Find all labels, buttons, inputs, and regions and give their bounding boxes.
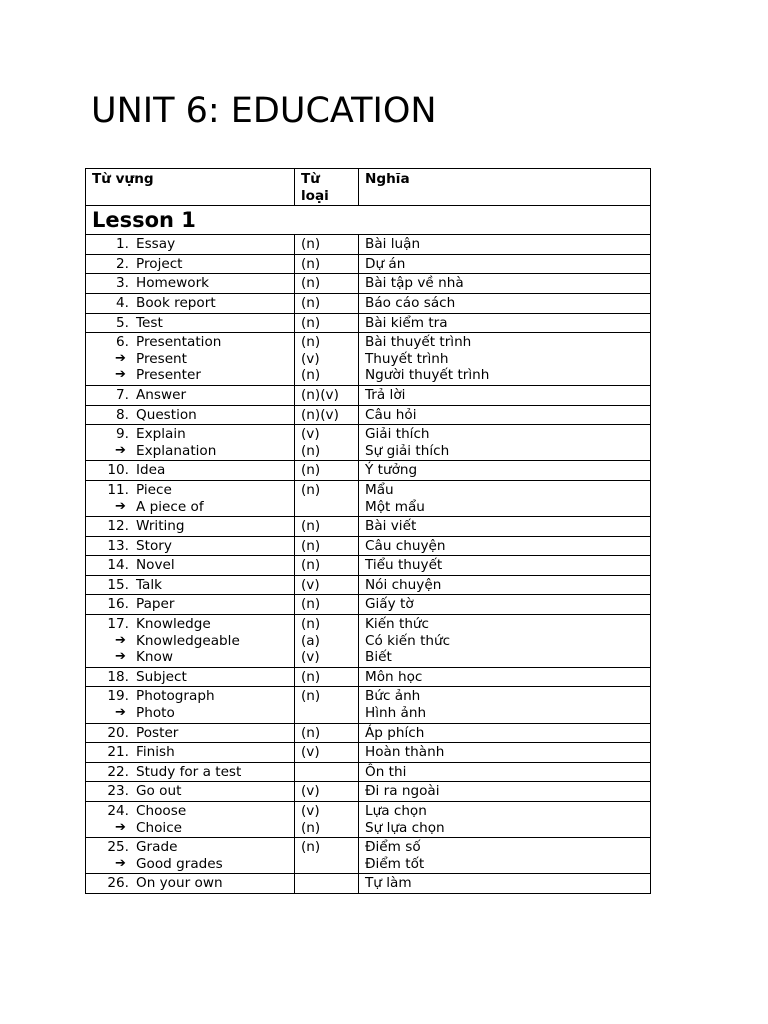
- table-row: [86, 802, 651, 838]
- meaning-text: Điểm tốt: [365, 855, 425, 872]
- arrow-icon: ➔: [115, 855, 126, 871]
- word-type-cell: [295, 254, 359, 274]
- meaning-text: Bức ảnh: [365, 688, 421, 705]
- word-type: (n): [301, 616, 321, 633]
- item-number: 9.: [116, 426, 129, 443]
- word-type: (v): [301, 803, 320, 819]
- vocab-word: Writing: [136, 518, 185, 535]
- word-line: [92, 856, 288, 873]
- meaning-text: Tự làm: [365, 875, 412, 892]
- arrow-icon: ➔: [115, 649, 126, 665]
- vocab-word: Project: [136, 255, 183, 272]
- meaning-cell: [359, 595, 651, 615]
- table-row: [86, 575, 651, 595]
- word-type-cell: [295, 556, 359, 576]
- vocab-word: Test: [136, 314, 163, 331]
- meaning-text: Dự án: [365, 255, 406, 272]
- meaning-cell: [359, 461, 651, 481]
- vocab-word: Go out: [136, 783, 182, 800]
- meaning-text: Kiến thức: [365, 616, 430, 633]
- word-line: [92, 367, 288, 384]
- word-cell: [86, 874, 295, 894]
- vocab-word: Talk: [136, 576, 163, 593]
- table-row: [86, 235, 651, 255]
- word-cell: [86, 235, 295, 255]
- word-line: [92, 875, 288, 892]
- word-type-cell: [295, 667, 359, 687]
- word-line: [92, 426, 288, 443]
- vocab-word: Story: [136, 537, 172, 554]
- word-line: [92, 315, 288, 332]
- meaning-text: Tiểu thuyết: [365, 557, 443, 574]
- table-row: [86, 536, 651, 556]
- word-line: [92, 764, 288, 781]
- item-number: 10.: [107, 462, 129, 479]
- item-number: 2.: [116, 255, 129, 272]
- word-cell: [86, 743, 295, 763]
- word-type-cell: [295, 762, 359, 782]
- meaning-text: Bài luận: [365, 236, 421, 253]
- word-line: [92, 820, 288, 837]
- meaning-text: Câu hỏi: [365, 406, 417, 423]
- word-type-cell: [295, 802, 359, 838]
- table-row: [86, 687, 651, 723]
- vocab-word: Idea: [136, 462, 166, 479]
- table-row: [86, 274, 651, 294]
- meaning-cell: [359, 874, 651, 894]
- word-cell: [86, 667, 295, 687]
- word-cell: [86, 838, 295, 874]
- word-type-cell: [295, 480, 359, 516]
- item-number: 17.: [107, 616, 129, 633]
- item-number: 8.: [116, 406, 129, 423]
- word-cell: [86, 762, 295, 782]
- arrow-icon: ➔: [115, 350, 126, 366]
- word-type: (n): [301, 255, 321, 272]
- vocab-word: Poster: [136, 724, 179, 741]
- word-cell: [86, 687, 295, 723]
- word-line: [92, 407, 288, 424]
- word-cell: [86, 575, 295, 595]
- word-cell: [86, 556, 295, 576]
- item-number: 3.: [116, 275, 129, 292]
- item-number: 4.: [116, 294, 129, 311]
- meaning-cell: [359, 425, 651, 461]
- vocab-word: Explanation: [136, 442, 217, 459]
- meaning-cell: [359, 235, 651, 255]
- word-type: (n): [301, 314, 321, 331]
- meaning-text: Ý tưởng: [365, 462, 418, 479]
- word-type-cell: [295, 405, 359, 425]
- arrow-icon: ➔: [115, 632, 126, 648]
- word-type: (n): [301, 334, 321, 351]
- vocab-word: Essay: [136, 236, 176, 253]
- vocab-word: Choose: [136, 803, 187, 819]
- table-row: [86, 313, 651, 333]
- word-line: [92, 803, 288, 820]
- word-type-cell: [295, 723, 359, 743]
- meaning-cell: [359, 480, 651, 516]
- item-number: 15.: [107, 576, 129, 593]
- meaning-text: Giải thích: [365, 426, 430, 443]
- word-type: (n): [301, 596, 321, 613]
- vocab-word: Photo: [136, 705, 175, 722]
- meaning-text: Hoàn thành: [365, 744, 445, 761]
- word-type-cell: [295, 687, 359, 723]
- word-cell: [86, 480, 295, 516]
- word-type-cell: [295, 274, 359, 294]
- word-type-cell: [295, 461, 359, 481]
- vocab-word: Present: [136, 350, 188, 367]
- table-row: [86, 743, 651, 763]
- meaning-cell: [359, 743, 651, 763]
- vocab-word: Knowledgeable: [136, 632, 240, 649]
- item-number: 7.: [116, 386, 129, 403]
- word-line: [92, 649, 288, 666]
- word-type: (n): [301, 367, 321, 384]
- table-row: [86, 667, 651, 687]
- header-word: Từ vựng: [86, 169, 295, 206]
- word-line: [92, 596, 288, 613]
- word-type: (n): [301, 462, 321, 479]
- word-type: (v): [301, 426, 320, 443]
- item-number: 16.: [107, 596, 129, 613]
- word-type: (v): [301, 576, 320, 593]
- meaning-text: Đi ra ngoài: [365, 783, 440, 800]
- word-line: [92, 236, 288, 253]
- word-type-cell: [295, 575, 359, 595]
- word-type: (n): [301, 819, 321, 836]
- word-type: (v): [301, 649, 320, 666]
- meaning-cell: [359, 762, 651, 782]
- table-row: [86, 405, 651, 425]
- item-number: 24.: [107, 803, 129, 819]
- word-cell: [86, 595, 295, 615]
- table-row: [86, 556, 651, 576]
- vocab-word: Choice: [136, 819, 183, 836]
- meaning-text: Bài tập về nhà: [365, 275, 464, 292]
- meaning-text: Câu chuyện: [365, 537, 446, 554]
- word-line: [92, 633, 288, 650]
- word-cell: [86, 274, 295, 294]
- word-line: [92, 334, 288, 351]
- meaning-cell: [359, 723, 651, 743]
- vocab-word: Grade: [136, 839, 178, 856]
- word-cell: [86, 782, 295, 802]
- arrow-icon: ➔: [115, 442, 126, 458]
- item-number: 26.: [107, 875, 129, 892]
- vocab-word: Photograph: [136, 688, 215, 705]
- unit-title: UNIT 6: EDUCATION: [91, 91, 437, 131]
- meaning-cell: [359, 556, 651, 576]
- word-type: (n): [301, 481, 321, 498]
- word-cell: [86, 802, 295, 838]
- word-cell: [86, 333, 295, 386]
- vocab-word: Paper: [136, 596, 175, 613]
- word-type-cell: [295, 536, 359, 556]
- lesson-title: Lesson 1: [86, 206, 651, 235]
- meaning-cell: [359, 517, 651, 537]
- meaning-text: Hình ảnh: [365, 705, 427, 722]
- word-line: [92, 387, 288, 404]
- meaning-cell: [359, 385, 651, 405]
- meaning-text: Bài kiểm tra: [365, 314, 448, 331]
- meaning-cell: [359, 802, 651, 838]
- word-line: [92, 256, 288, 273]
- word-type-cell: [295, 595, 359, 615]
- word-type: (v): [301, 744, 320, 761]
- meaning-text: Có kiến thức: [365, 632, 451, 649]
- table-row: [86, 425, 651, 461]
- word-type: (n): [301, 668, 321, 685]
- word-cell: [86, 254, 295, 274]
- word-type-cell: [295, 615, 359, 668]
- table-row: [86, 293, 651, 313]
- word-type-cell: [295, 293, 359, 313]
- word-type: (n): [301, 557, 321, 574]
- word-type-cell: [295, 385, 359, 405]
- word-line: [92, 518, 288, 535]
- meaning-text: Bài viết: [365, 518, 417, 535]
- meaning-text: Sự lựa chọn: [365, 819, 445, 836]
- meaning-cell: [359, 615, 651, 668]
- word-type: (n): [301, 688, 321, 705]
- word-type: (n)(v): [301, 406, 339, 423]
- arrow-icon: ➔: [115, 367, 126, 383]
- word-type: (n): [301, 537, 321, 554]
- meaning-text: Người thuyết trình: [365, 367, 490, 384]
- vocab-word: Study for a test: [136, 763, 242, 780]
- header-meaning: Nghĩa: [359, 169, 651, 206]
- word-line: [92, 499, 288, 516]
- word-line: [92, 783, 288, 800]
- vocabulary-table: [85, 168, 651, 894]
- word-type: (n): [301, 518, 321, 535]
- vocab-word: Answer: [136, 386, 187, 403]
- vocab-word: Presenter: [136, 367, 201, 384]
- meaning-text: Lựa chọn: [365, 803, 427, 819]
- item-number: 12.: [107, 518, 129, 535]
- word-cell: [86, 461, 295, 481]
- word-cell: [86, 517, 295, 537]
- word-line: [92, 616, 288, 633]
- meaning-text: Môn học: [365, 668, 423, 685]
- vocab-word: Question: [136, 406, 197, 423]
- meaning-cell: [359, 313, 651, 333]
- meaning-cell: [359, 254, 651, 274]
- table-row: [86, 595, 651, 615]
- word-type: (n): [301, 724, 321, 741]
- table-row: [86, 838, 651, 874]
- word-line: [92, 443, 288, 460]
- table-row: [86, 480, 651, 516]
- header-row: [86, 169, 651, 206]
- word-line: [92, 557, 288, 574]
- word-type-cell: [295, 313, 359, 333]
- word-type: (v): [301, 350, 320, 367]
- item-number: 20.: [107, 724, 129, 741]
- vocab-word: Know: [136, 649, 173, 666]
- item-number: 23.: [107, 783, 129, 800]
- word-cell: [86, 615, 295, 668]
- word-type-cell: [295, 782, 359, 802]
- meaning-text: Báo cáo sách: [365, 294, 456, 311]
- table-row: [86, 333, 651, 386]
- item-number: 14.: [107, 557, 129, 574]
- vocab-word: Novel: [136, 557, 175, 574]
- meaning-text: Nói chuyện: [365, 576, 442, 593]
- meaning-cell: [359, 782, 651, 802]
- word-type-cell: [295, 517, 359, 537]
- lesson-row: [86, 206, 651, 235]
- vocab-word: Knowledge: [136, 616, 211, 633]
- item-number: 11.: [107, 481, 129, 498]
- vocab-word: Piece: [136, 481, 172, 498]
- word-line: [92, 669, 288, 686]
- item-number: 1.: [116, 236, 129, 253]
- word-type-cell: [295, 235, 359, 255]
- table-row: [86, 762, 651, 782]
- vocab-word: Explain: [136, 426, 186, 443]
- meaning-text: Thuyết trình: [365, 350, 449, 367]
- word-type-cell: [295, 425, 359, 461]
- word-cell: [86, 723, 295, 743]
- word-line: [92, 705, 288, 722]
- meaning-text: Sự giải thích: [365, 442, 450, 459]
- item-number: 25.: [107, 839, 129, 856]
- word-type: [301, 875, 352, 892]
- arrow-icon: ➔: [115, 819, 126, 835]
- table-row: [86, 615, 651, 668]
- meaning-text: Biết: [365, 649, 392, 666]
- meaning-text: Mẩu: [365, 481, 394, 498]
- table-row: [86, 385, 651, 405]
- word-cell: [86, 293, 295, 313]
- word-type: (a): [301, 632, 320, 649]
- meaning-text: Trả lời: [365, 386, 406, 403]
- meaning-cell: [359, 838, 651, 874]
- word-type: (v): [301, 783, 320, 800]
- item-number: 19.: [107, 688, 129, 705]
- word-line: [92, 538, 288, 555]
- word-line: [92, 482, 288, 499]
- arrow-icon: ➔: [115, 705, 126, 721]
- arrow-icon: ➔: [115, 498, 126, 514]
- table-row: [86, 782, 651, 802]
- table-row: [86, 723, 651, 743]
- meaning-cell: [359, 687, 651, 723]
- header-type: Từ loại: [295, 169, 359, 206]
- meaning-cell: [359, 333, 651, 386]
- vocab-word: Book report: [136, 294, 216, 311]
- vocab-word: Finish: [136, 744, 175, 761]
- table-row: [86, 874, 651, 894]
- meaning-text: Ôn thi: [365, 763, 407, 780]
- word-type: (n): [301, 294, 321, 311]
- meaning-cell: [359, 575, 651, 595]
- word-type: (n): [301, 236, 321, 253]
- word-cell: [86, 385, 295, 405]
- table-row: [86, 254, 651, 274]
- meaning-cell: [359, 405, 651, 425]
- meaning-text: Một mẩu: [365, 498, 425, 515]
- word-type: (n): [301, 275, 321, 292]
- word-type: [301, 764, 352, 781]
- meaning-text: Giấy tờ: [365, 596, 414, 613]
- meaning-cell: [359, 293, 651, 313]
- word-type: (n): [301, 442, 321, 459]
- word-cell: [86, 313, 295, 333]
- vocab-word: Presentation: [136, 334, 222, 351]
- vocab-word: On your own: [136, 875, 223, 892]
- table-row: [86, 461, 651, 481]
- vocab-word: A piece of: [136, 498, 204, 515]
- word-cell: [86, 405, 295, 425]
- vocab-word: Good grades: [136, 855, 223, 872]
- word-type-cell: [295, 743, 359, 763]
- item-number: 21.: [107, 744, 129, 761]
- table-row: [86, 517, 651, 537]
- word-line: [92, 295, 288, 312]
- item-number: 22.: [107, 763, 129, 780]
- word-type: (n)(v): [301, 386, 339, 403]
- item-number: 18.: [107, 668, 129, 685]
- item-number: 6.: [116, 334, 129, 351]
- word-cell: [86, 425, 295, 461]
- item-number: 5.: [116, 314, 129, 331]
- word-line: [92, 351, 288, 368]
- word-line: [92, 462, 288, 479]
- word-type-cell: [295, 333, 359, 386]
- word-line: [92, 275, 288, 292]
- word-type-cell: [295, 874, 359, 894]
- word-line: [92, 688, 288, 705]
- vocab-word: Subject: [136, 668, 187, 685]
- word-line: [92, 744, 288, 761]
- meaning-cell: [359, 274, 651, 294]
- meaning-text: Áp phích: [365, 724, 425, 741]
- word-type-cell: [295, 838, 359, 874]
- word-line: [92, 577, 288, 594]
- vocab-word: Homework: [136, 275, 210, 292]
- meaning-text: Bài thuyết trình: [365, 334, 472, 351]
- meaning-cell: [359, 536, 651, 556]
- item-number: 13.: [107, 537, 129, 554]
- word-cell: [86, 536, 295, 556]
- word-type: (n): [301, 839, 321, 856]
- word-line: [92, 839, 288, 856]
- word-line: [92, 725, 288, 742]
- meaning-cell: [359, 667, 651, 687]
- meaning-text: Điểm số: [365, 839, 421, 856]
